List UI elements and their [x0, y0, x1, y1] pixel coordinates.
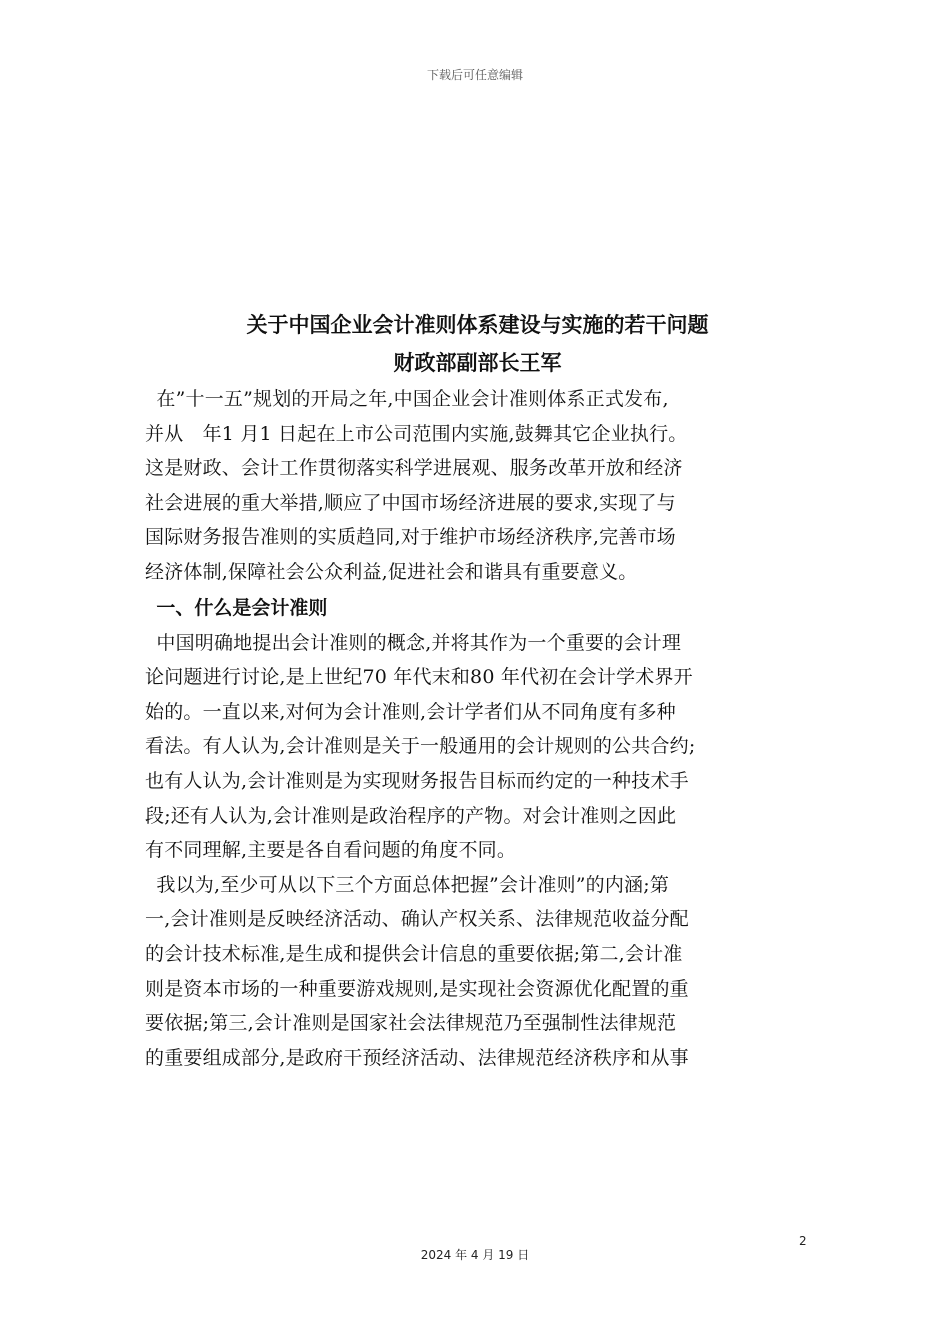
text-line: 段;还有人认为,会计准则是政治程序的产物。对会计准则之因此 — [145, 804, 677, 827]
text-line: 在”十一五”规划的开局之年,中国企业会计准则体系正式发布, — [156, 388, 669, 410]
document-body — [145, 306, 810, 1075]
document-author: 财政部副部长王军 — [393, 350, 562, 375]
document-title: 关于中国企业会计准则体系建设与实施的若干问题 — [246, 312, 709, 337]
text-line: 的重要组成部分,是政府干预经济活动、法律规范经济秩序和从事 — [145, 1046, 689, 1069]
section-heading: 一、什么是会计准则 — [156, 596, 328, 619]
text-line: 也有人认为,会计准则是为实现财务报告目标而约定的一种技术手 — [145, 769, 689, 792]
page-footer-date: 2024 年 4 月 19 日 — [420, 1248, 530, 1262]
page-header: 下载后可任意编辑 — [426, 68, 523, 82]
text-line: 有不同理解,主要是各自看问题的角度不同。 — [145, 839, 517, 862]
text-line: 社会进展的重大举措,顺应了中国市场经济进展的要求,实现了与 — [145, 491, 676, 514]
text-line: 并从 年1 月1 日起在上市公司范围内实施,鼓舞其它企业执行。 — [145, 422, 688, 445]
text-line: 经济体制,保障社会公众利益,促进社会和谐具有重要意义。 — [145, 560, 638, 583]
text-line: 中国明确地提出会计准则的概念,并将其作为一个重要的会计理 — [156, 631, 682, 654]
page-number: 2 — [799, 1234, 807, 1248]
text-line: 看法。有人认为,会计准则是关于一般通用的会计规则的公共合约; — [145, 735, 696, 758]
text-line: 则是资本市场的一种重要游戏规则,是实现社会资源优化配置的重 — [145, 977, 689, 1000]
section1-paragraph-2 — [145, 868, 810, 1076]
text-line: 的会计技术标准,是生成和提供会计信息的重要依据;第二,会计准 — [145, 942, 683, 965]
text-line: 这是财政、会计工作贯彻落实科学进展观、服务改革开放和经济 — [145, 457, 683, 480]
section1-paragraph-1 — [145, 626, 810, 868]
text-line: 始的。一直以来,对何为会计准则,会计学者们从不同角度有多种 — [145, 700, 676, 723]
text-line: 要依据;第三,会计准则是国家社会法律规范乃至强制性法律规范 — [145, 1012, 677, 1035]
text-line: 我以为,至少可从以下三个方面总体把握”会计准则”的内涵;第 — [156, 873, 670, 896]
intro-paragraph — [145, 382, 810, 590]
text-line: 一,会计准则是反映经济活动、确认产权关系、法律规范收益分配 — [145, 908, 689, 931]
text-line: 国际财务报告准则的实质趋同,对于维护市场经济秩序,完善市场 — [145, 526, 676, 549]
text-line: 论问题进行讨论,是上世纪70 年代末和80 年代初在会计学术界开 — [145, 666, 693, 689]
